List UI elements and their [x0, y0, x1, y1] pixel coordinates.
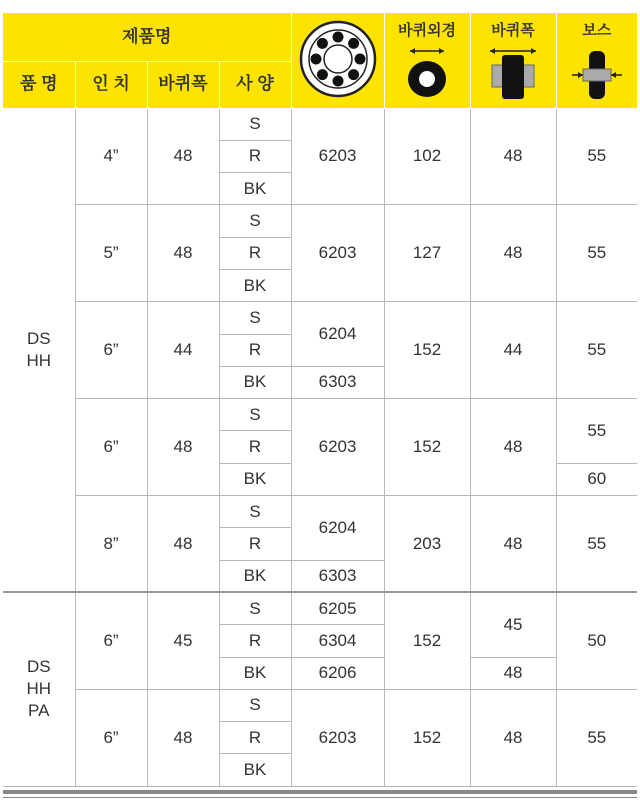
wheel-diameter-icon	[402, 47, 452, 99]
table-row	[3, 205, 637, 237]
outer-diameter-cell: 203	[384, 496, 470, 593]
inch-cell: 6”	[75, 592, 147, 689]
spec-cell: S	[219, 496, 291, 528]
boss-cell-top: 55	[556, 399, 637, 464]
spec-cell: BK	[219, 366, 291, 398]
bearing-cell: 6206	[291, 657, 384, 689]
spec-cell: S	[219, 108, 291, 140]
boss-icon	[570, 47, 624, 103]
table-row	[3, 689, 637, 721]
spec-cell: BK	[219, 173, 291, 205]
boss-cell: 55	[556, 496, 637, 593]
bottom-rule-thin	[3, 797, 637, 798]
wheel-width-label: 바퀴폭	[491, 22, 535, 39]
bearing-cell-top: 6204	[291, 496, 384, 561]
bearing-cell: 6304	[291, 625, 384, 657]
wheel-width-header	[470, 13, 556, 108]
bearing-cell: 6203	[291, 689, 384, 786]
inch-cell: 4”	[75, 108, 147, 205]
bearing-cell-bottom: 6303	[291, 560, 384, 592]
width-cell: 48	[147, 689, 219, 786]
wheel-width-cell: 48	[470, 399, 556, 496]
width-cell: 45	[147, 592, 219, 689]
spec-cell: S	[219, 205, 291, 237]
bearing-cell: 6203	[291, 108, 384, 205]
boss-cell-bottom: 60	[556, 463, 637, 495]
spec-cell: BK	[219, 560, 291, 592]
inch-cell: 5”	[75, 205, 147, 302]
name-header: 품 명	[3, 61, 75, 108]
wheel-width-cell: 48	[470, 108, 556, 205]
spec-cell: BK	[219, 463, 291, 495]
boss-cell: 50	[556, 592, 637, 689]
spec-cell: S	[219, 399, 291, 431]
outer-diameter-cell: 152	[384, 689, 470, 786]
table-row	[3, 108, 637, 140]
inch-cell: 6”	[75, 399, 147, 496]
outer-diameter-cell: 102	[384, 108, 470, 205]
table-row	[3, 496, 637, 528]
boss-cell: 55	[556, 205, 637, 302]
wheel-width-cell-bottom: 48	[470, 657, 556, 689]
spec-cell: R	[219, 625, 291, 657]
spec-cell: R	[219, 140, 291, 172]
outer-diameter-header	[384, 13, 470, 108]
width-cell: 48	[147, 496, 219, 593]
outer-diameter-cell: 152	[384, 592, 470, 689]
spec-cell: R	[219, 431, 291, 463]
width-cell: 48	[147, 205, 219, 302]
bearing-icon	[298, 19, 378, 99]
spec-cell: R	[219, 237, 291, 269]
bearing-cell: 6203	[291, 205, 384, 302]
outer-diameter-label: 바퀴외경	[398, 22, 457, 39]
wheel-width-cell: 48	[470, 689, 556, 786]
width-cell: 48	[147, 108, 219, 205]
table-row	[3, 399, 637, 431]
spec-header: 사 양	[219, 61, 291, 108]
width-cell: 48	[147, 399, 219, 496]
width-header: 바퀴폭	[147, 61, 219, 108]
spec-cell: BK	[219, 657, 291, 689]
spec-cell: R	[219, 528, 291, 560]
wheel-width-cell: 48	[470, 496, 556, 593]
inch-cell: 6”	[75, 689, 147, 786]
spec-body	[3, 108, 637, 786]
table-row	[3, 302, 637, 334]
inch-cell: 8”	[75, 496, 147, 593]
bearing-header	[291, 13, 384, 108]
bearing-cell-bottom: 6303	[291, 366, 384, 398]
product-name-cell: DS HH PA	[3, 592, 75, 786]
wheel-width-cell: 48	[470, 205, 556, 302]
bearing-cell: 6205	[291, 592, 384, 624]
inch-header: 인 치	[75, 61, 147, 108]
spec-cell: BK	[219, 754, 291, 786]
spec-cell: BK	[219, 269, 291, 301]
boss-label: 보스	[582, 22, 612, 39]
bearing-cell-top: 6204	[291, 302, 384, 367]
width-cell: 44	[147, 302, 219, 399]
table-row	[3, 592, 637, 624]
boss-header	[556, 13, 637, 108]
boss-cell: 55	[556, 302, 637, 399]
bearing-cell: 6203	[291, 399, 384, 496]
product-name-cell: DS HH	[3, 108, 75, 592]
wheel-width-icon	[486, 47, 540, 103]
spec-cell: S	[219, 302, 291, 334]
spec-table	[3, 13, 637, 787]
wheel-width-cell: 44	[470, 302, 556, 399]
outer-diameter-cell: 127	[384, 205, 470, 302]
wheel-width-cell-top: 45	[470, 592, 556, 657]
spec-cell: R	[219, 722, 291, 754]
product-name-header: 제품명	[3, 13, 291, 61]
boss-cell: 55	[556, 689, 637, 786]
inch-cell: 6”	[75, 302, 147, 399]
outer-diameter-cell: 152	[384, 302, 470, 399]
group-separator	[3, 591, 637, 593]
bottom-rule	[3, 790, 637, 794]
spec-cell: R	[219, 334, 291, 366]
boss-cell: 55	[556, 108, 637, 205]
spec-cell: S	[219, 689, 291, 721]
outer-diameter-cell: 152	[384, 399, 470, 496]
spec-cell: S	[219, 592, 291, 624]
